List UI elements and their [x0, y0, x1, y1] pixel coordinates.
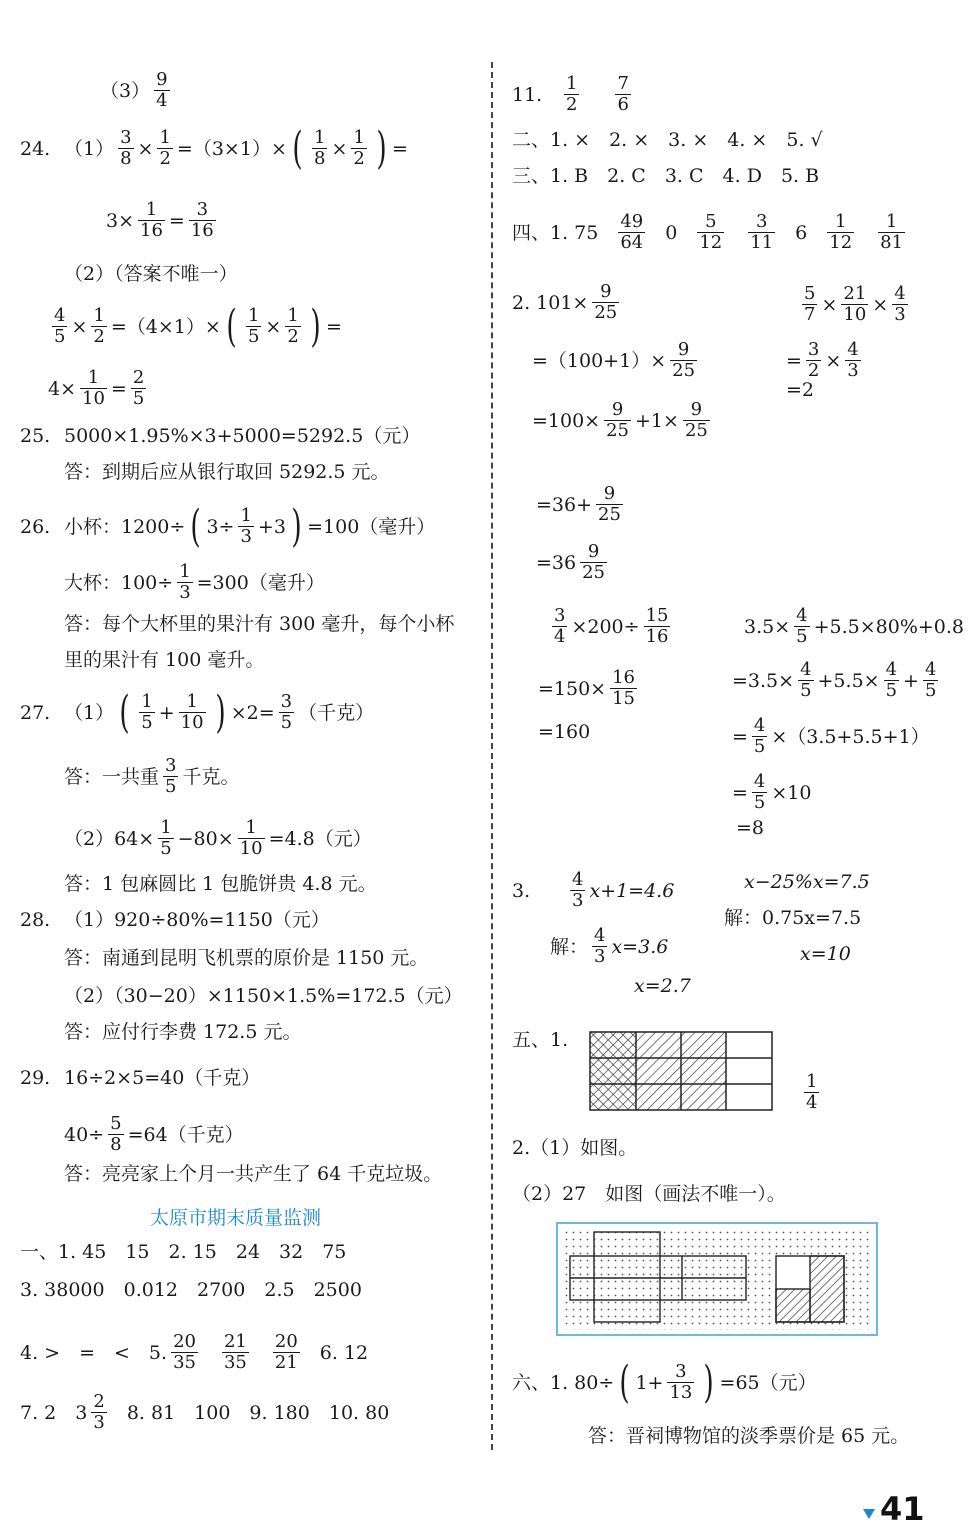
q24-line1: 24. （1） $\frac{3}{8}$ × $\frac{1}{2}$ =（3×1）× ( $\frac{1}{8}$ × $\frac{1}{2}$ ) =	[20, 122, 408, 174]
s5-2a: 2.（1）如图。	[512, 1137, 638, 1159]
s4-2-c2: =150× $\frac{16}{15}$	[538, 667, 636, 709]
q26-line2: 大杯：100÷ $\frac{1}{3}$ =300（毫升）	[64, 561, 325, 603]
q24-line2: 3× $\frac{1}{16}$ = $\frac{3}{16}$	[106, 199, 214, 241]
q27-answer-1: 答：一共重 $\frac{3}{5}$ 千克。	[64, 755, 240, 797]
s4-2-a2: =（100+1）× $\frac{9}{25}$	[532, 339, 696, 381]
question-number: 27.	[20, 701, 51, 724]
question-number: 25.	[20, 425, 51, 447]
q29-answer: 答：亮亮家上个月一共产生了 64 千克垃圾。	[64, 1163, 443, 1185]
s5-1-fraction: $\frac{1}{4}$	[806, 1071, 818, 1113]
s6-answer: 答：晋祠博物馆的淡季票价是 65 元。	[588, 1425, 910, 1447]
question-number: 3.	[512, 879, 531, 902]
q26-answer-2: 里的果汁有 100 毫升。	[64, 649, 265, 671]
q28-answer-2: 答：应付行李费 172.5 元。	[64, 1021, 302, 1043]
question-number: 11.	[512, 83, 543, 106]
q26-answer-1: 答：每个大杯里的果汁有 300 毫升，每个小杯	[64, 613, 455, 635]
q28-line1: 28. （1）920÷80%=1150（元）	[20, 909, 330, 931]
s4-2-b3: =2	[786, 379, 815, 401]
s4-2-b2: = $\frac{3}{2}$ × $\frac{4}{3}$	[786, 339, 859, 381]
s5-1-label: 五、1.	[512, 1029, 569, 1051]
q23-part3	[100, 70, 174, 111]
q29-line2: 40÷ $\frac{5}{8}$ =64（千克）	[64, 1113, 244, 1155]
s4-2-d4: = $\frac{4}{5}$ ×10	[732, 771, 812, 813]
fraction: $\frac{9}{4}$	[156, 69, 168, 111]
question-number: 28.	[20, 909, 51, 931]
q27-line1: 27. （1） ( $\frac{1}{5}$ + $\frac{1}{10}$ ) ×2= $\frac{3}{5}$ （千克）	[20, 686, 375, 738]
q28-line2: （2）（30−20）×1150×1.5%=172.5（元）	[64, 985, 463, 1007]
s4-2-a3: =100× $\frac{9}{25}$ +1× $\frac{9}{25}$	[532, 399, 708, 441]
q27-answer-2: 答：1 包麻圆比 1 包脆饼贵 4.8 元。	[64, 873, 377, 895]
s5-2b: （2）27 如图（画法不唯一）。	[512, 1183, 786, 1205]
hatched-grid-figure	[588, 1030, 774, 1112]
q24-line4: 4× $\frac{1}{10}$ = $\frac{2}{5}$	[48, 367, 145, 409]
q25-answer: 答：到期后应从银行取回 5292.5 元。	[64, 461, 390, 483]
s4-3-f3: x=10	[800, 943, 851, 965]
s1-line4: 7. 2 3 $\frac{2}{3}$ 8. 81 100 9. 180 10. 80	[20, 1391, 390, 1433]
s4-2-c1: $\frac{3}{4}$ ×200÷ $\frac{15}{16}$	[554, 605, 669, 647]
section-title: 太原市期末质量监测	[150, 1207, 322, 1229]
page-number: 41	[880, 1490, 925, 1528]
s4-2-d2: =3.5× $\frac{4}{5}$ +5.5× $\frac{4}{5}$ + $\frac{4}{5}$	[732, 659, 937, 701]
s4-2-d1: 3.5× $\frac{4}{5}$ +5.5×80%+0.8	[744, 605, 965, 647]
q24-part2-label: （2）（答案不唯一）	[64, 263, 238, 285]
s4-2-a1: 2. 101× $\frac{9}{25}$	[512, 281, 618, 323]
s1-line3: 4. > = < 5. $\frac{20}{35}$ $\frac{21}{35}$ $\frac{20}{21}$ 6. 12	[20, 1331, 369, 1373]
dotted-grid-figure	[556, 1222, 878, 1336]
label: （1）	[64, 137, 115, 160]
q25-expr: 25. 5000×1.95%×3+5000=5292.5（元）	[20, 425, 421, 447]
question-number: 26.	[20, 515, 51, 538]
q11: 11. $\frac{1}{2}$ $\frac{7}{6}$	[512, 73, 629, 115]
s1-line1: 一、1. 45 15 2. 15 24 32 75	[20, 1241, 347, 1263]
section-3: 三、1. B 2. C 3. C 4. D 5. B	[512, 165, 820, 187]
s4-3-f1: x−25%x=7.5	[744, 871, 870, 893]
s4-3-e1: 3. $\frac{4}{3}$ x+1=4.6	[512, 869, 675, 911]
q27-line2: （2）64× $\frac{1}{5}$ −80× $\frac{1}{10}$ =4.8（元）	[64, 817, 372, 859]
s1-line2: 3. 38000 0.012 2700 2.5 2500	[20, 1279, 362, 1301]
s4-2-c3: =160	[538, 721, 591, 743]
q28-answer-1: 答：南通到昆明飞机票的原价是 1150 元。	[64, 947, 429, 969]
s4-2-a5: =36 $\frac{9}{25}$	[536, 541, 606, 583]
s4-3-e3: x=2.7	[634, 975, 691, 997]
q26-line1: 26. 小杯：1200÷ ( 3÷ $\frac{1}{3}$ +3 ) =100（毫升）	[20, 500, 436, 552]
s4-2-a4: =36+ $\frac{9}{25}$	[536, 483, 621, 525]
label: （3）	[100, 79, 151, 102]
q29-line1: 29. 16÷2×5=40（千克）	[20, 1067, 261, 1089]
s4-3-e2: 解： $\frac{4}{3}$ x=3.6	[550, 925, 669, 967]
s4-2-d5: =8	[736, 817, 765, 839]
page-marker-icon	[862, 1506, 876, 1520]
section-2: 二、1. × 2. × 3. × 4. × 5. √	[512, 129, 823, 151]
q24-line3: $\frac{4}{5}$ × $\frac{1}{2}$ =（4×1）× ( $\frac{1}{5}$ × $\frac{1}{2}$ ) =	[54, 300, 342, 352]
column-divider	[491, 62, 493, 1450]
s4-2-d3: = $\frac{4}{5}$ ×（3.5+5.5+1）	[732, 715, 930, 757]
section-4-1: 四、1. 75 $\frac{49}{64}$ 0 $\frac{5}{12}$ $\frac{3}{11}$ 6 $\frac{1}{12}$ $\frac{1}{81}$	[512, 211, 904, 253]
question-number: 24.	[20, 137, 51, 160]
s6-expr: 六、1. 80÷ ( 1+ $\frac{3}{13}$ ) =65（元）	[512, 1356, 817, 1408]
s4-3-f2: 解：0.75x=7.5	[724, 907, 862, 929]
question-number: 29.	[20, 1067, 51, 1089]
s4-2-b1: $\frac{5}{7}$ × $\frac{21}{10}$ × $\frac{4}{3}$	[804, 283, 906, 325]
